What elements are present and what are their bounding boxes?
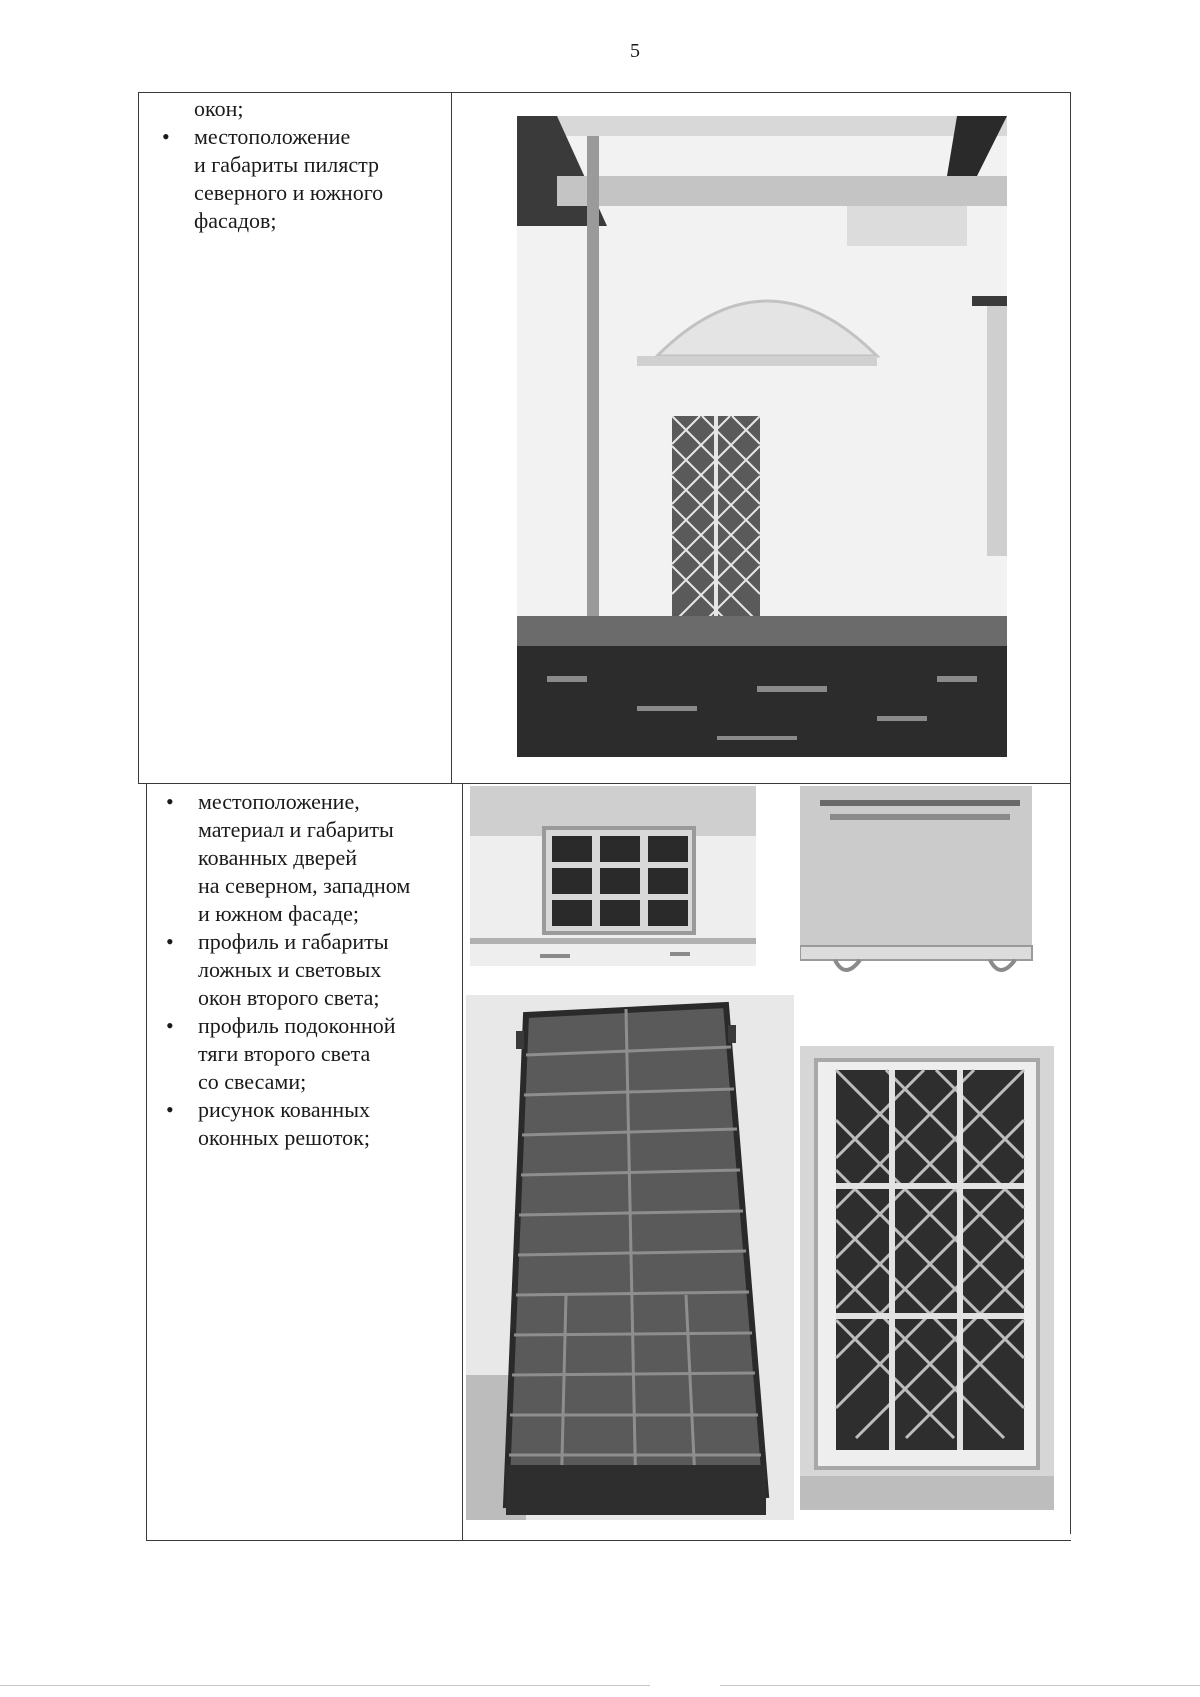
upper-window-photo — [470, 786, 756, 966]
footer-scan-line — [0, 1685, 650, 1686]
list-line: и южном фасаде; — [198, 901, 360, 926]
table-border-left-row1 — [138, 92, 139, 784]
row2-text-cell — [166, 788, 458, 1152]
list-line: местоположение, — [198, 789, 360, 814]
table-row-separator — [138, 783, 1070, 784]
row2-bullet-list — [166, 788, 458, 1152]
list-item — [166, 1012, 458, 1096]
list-line: фасадов; — [194, 208, 277, 233]
list-line: со свесами; — [198, 1069, 307, 1094]
list-line: тяги второго света — [198, 1041, 371, 1066]
list-line: профиль и габариты — [198, 929, 389, 954]
row1-bullet-list — [162, 123, 444, 235]
list-line: местоположение — [194, 124, 351, 149]
table-border-right — [1070, 92, 1071, 1534]
bullet-icon: • — [162, 124, 170, 149]
list-item — [166, 788, 458, 928]
table-border-top — [138, 92, 1070, 93]
table-divider-row2 — [462, 783, 463, 1541]
list-line: окон второго света; — [198, 985, 380, 1010]
forged-door-photo — [466, 995, 794, 1520]
list-line: кованных дверей — [198, 845, 358, 870]
continuation-text: окон; — [194, 96, 244, 121]
facade-window-grille-photo — [517, 116, 1007, 757]
list-line: рисунок кованных — [198, 1097, 370, 1122]
footer-scan-line — [720, 1685, 1200, 1686]
list-line: на северном, западном — [198, 873, 411, 898]
bullet-icon: • — [166, 1013, 174, 1038]
table-divider-row1 — [451, 92, 452, 784]
list-line: северного и южного — [194, 180, 384, 205]
list-item — [166, 928, 458, 1012]
list-line: материал и габариты — [198, 817, 394, 842]
list-line: оконных решоток; — [198, 1125, 370, 1150]
list-line: и габариты пилястр — [194, 152, 379, 177]
table-border-bottom — [146, 1540, 1071, 1541]
bullet-icon: • — [166, 929, 174, 954]
list-item — [166, 1096, 458, 1152]
list-line: ложных и световых — [198, 957, 382, 982]
row1-text-cell — [162, 95, 444, 235]
list-item — [162, 123, 444, 235]
list-line: профиль подоконной — [198, 1013, 396, 1038]
window-grille-photo — [800, 1046, 1054, 1510]
page-number: 5 — [630, 40, 640, 62]
sill-cornice-photo — [800, 786, 1040, 986]
bullet-icon: • — [166, 789, 174, 814]
table-border-left-row2 — [146, 783, 147, 1541]
bullet-icon: • — [166, 1097, 174, 1122]
